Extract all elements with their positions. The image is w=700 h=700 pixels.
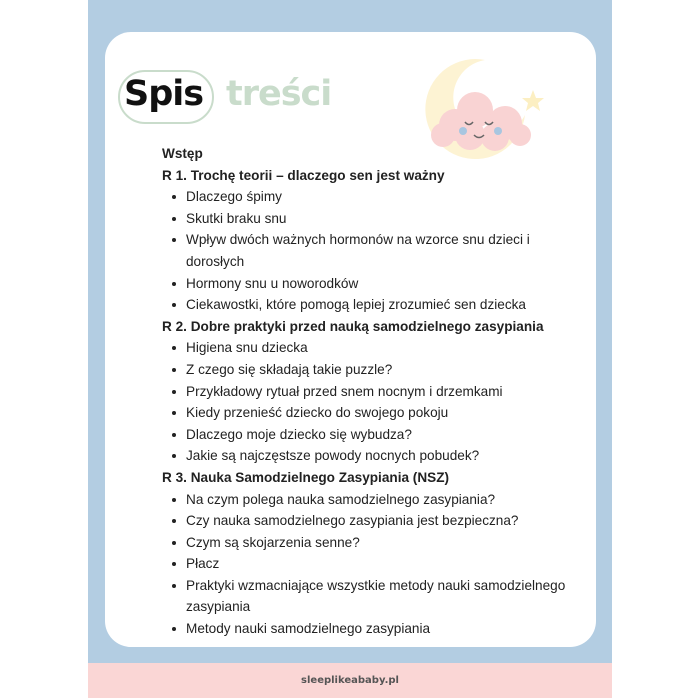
star-icon: [522, 90, 544, 111]
toc-item: Na czym polega nauka samodzielnego zasypiania?: [162, 489, 582, 511]
toc-item: Metody nauki samodzielnego zasypiania: [162, 618, 582, 640]
title-spis: Spis: [124, 74, 204, 114]
toc-item: Płacz: [162, 553, 582, 575]
toc-item: Hormony snu u noworodków: [162, 273, 582, 295]
toc-item: Jakie są najczęstsze powody nocnych pobudek?: [162, 445, 582, 467]
toc-item: Higiena snu dziecka: [162, 337, 582, 359]
toc-item: Przykładowy rytuał przed snem nocnym i drzemkami: [162, 381, 582, 403]
toc-heading: R 1. Trochę teorii – dlaczego sen jest ważny: [162, 167, 445, 183]
toc-heading: R 3. Nauka Samodzielnego Zasypiania (NSZ): [162, 469, 450, 485]
toc-item: Ciekawostki, które pomogą lepiej zrozumieć sen dziecka: [162, 294, 582, 316]
toc-item: Skutki braku snu: [162, 208, 582, 230]
toc-item: Dlaczego śpimy: [162, 186, 582, 208]
title-tresci: treści: [226, 74, 332, 114]
toc-item: Praktyki wzmacniające wszystkie metody nauki samodzielnego zasypiania: [162, 575, 582, 618]
toc-item: Dlaczego moje dziecko się wybudza?: [162, 424, 582, 446]
toc-item: Z czego się składają takie puzzle?: [162, 359, 582, 381]
toc-heading: R 2. Dobre praktyki przed nauką samodzielnego zasypiania: [162, 318, 544, 334]
toc-item: Kiedy przenieść dziecko do swojego pokoju: [162, 402, 582, 424]
toc-item: Czym są skojarzenia senne?: [162, 532, 582, 554]
toc-item: Czy nauka samodzielnego zasypiania jest bezpieczna?: [162, 510, 582, 532]
toc-item: Wpływ dwóch ważnych hormonów na wzorce snu dzieci i dorosłych: [162, 229, 582, 272]
table-of-contents: [162, 143, 582, 640]
footer-website: sleeplikeababy.pl: [88, 663, 612, 698]
toc-heading: Wstęp: [162, 146, 203, 161]
